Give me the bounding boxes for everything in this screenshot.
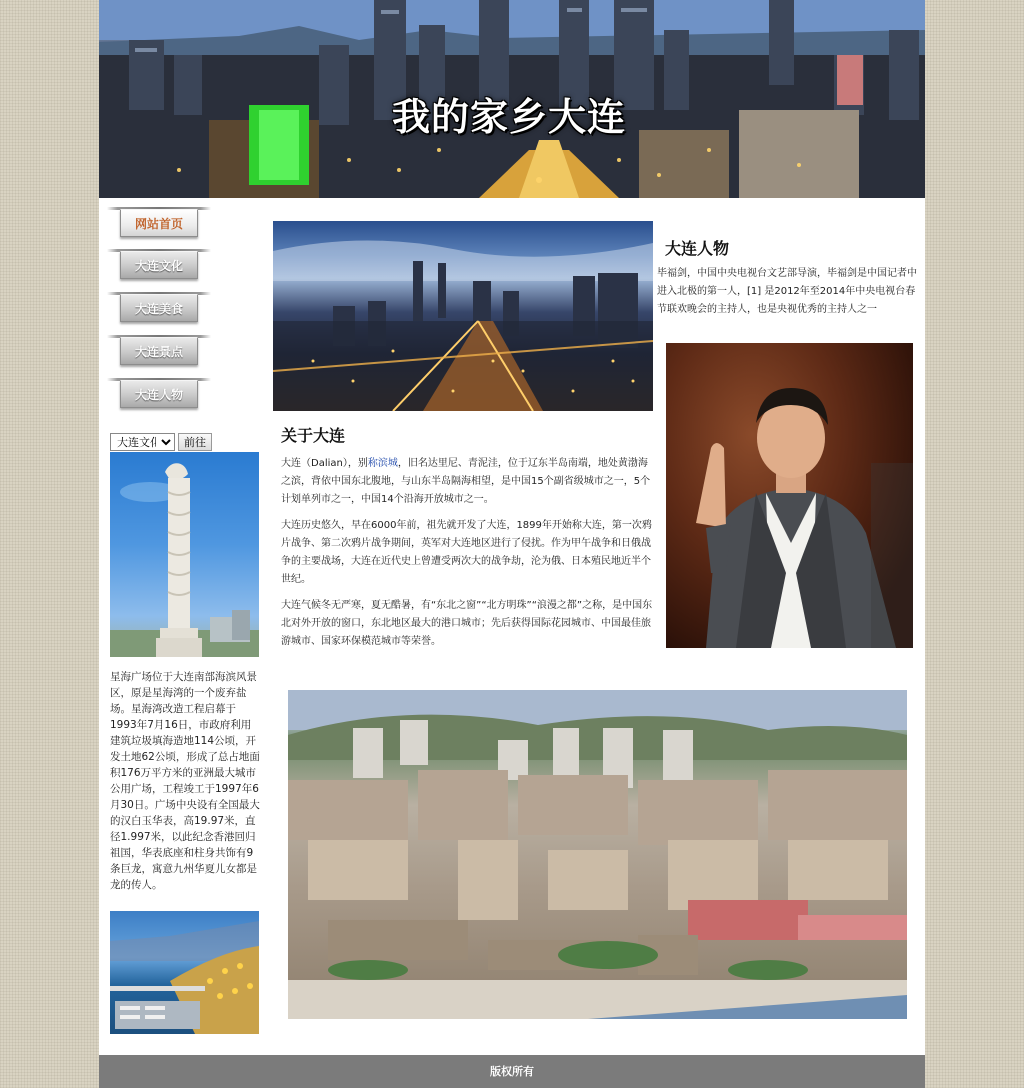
city-day-photo bbox=[288, 690, 907, 1019]
nav-item-home[interactable] bbox=[107, 207, 211, 239]
statue-photo bbox=[110, 452, 259, 657]
about-paragraph-3: 大连气候冬无严寒，夏无酷暑，有“东北之窗”“北方明珠”“浪漫之都”之称，是中国东北对外开放的窗口，东北地区最大的港口城市；先后获得国际花园城市、中国最佳旅游城市、国家环保模范城市等荣誉。 bbox=[281, 600, 653, 647]
page-container bbox=[99, 0, 925, 1088]
nav-item-culture[interactable] bbox=[107, 249, 211, 281]
about-text: 大连（Dalian），别 bbox=[281, 458, 368, 469]
banner-title: 我的家乡大连 bbox=[391, 94, 626, 139]
go-button[interactable]: 前往 bbox=[178, 433, 212, 451]
about-heading: 关于大连 bbox=[281, 426, 346, 445]
jump-menu bbox=[110, 433, 212, 451]
harbor-illustration bbox=[110, 911, 259, 1034]
nav-item-sights[interactable] bbox=[107, 335, 211, 367]
category-select[interactable] bbox=[110, 433, 175, 451]
nav-item-label: 大连文化 bbox=[120, 251, 198, 279]
city-night-photo bbox=[273, 221, 653, 411]
person-illustration bbox=[666, 343, 913, 648]
nav-item-label: 网站首页 bbox=[120, 209, 198, 237]
nav-item-label: 大连美食 bbox=[120, 294, 198, 322]
about-text: ，旧名达里尼、青泥洼，位于辽东半岛南端，地处黄渤海之滨，背依中国东北腹地，与山东半岛隔海相望，是中国15个副省级城市之一，5个计划单列市之一，中国14个沿海开放城市之一。 bbox=[281, 458, 651, 505]
night-city-illustration bbox=[273, 221, 653, 411]
person-description: 毕福剑，中国中央电视台文艺部导演，毕福剑是中国记者中进入北极的第一人，[1] 是2012年至2014年中央电视台春节联欢晚会的主持人，也是央视优秀的主持人之一 bbox=[657, 268, 917, 315]
about-paragraph-2: 大连历史悠久，早在6000年前，祖先就开发了大连，1899年开始称大连，第一次鸦片战争、第二次鸦片战争期间，英军对大连地区进行了侵扰。作为甲午战争和日俄战争的主要战场，大连在近代史上曾遭受两次大的战争劫，沦为俄、日本殖民地近半个世纪。 bbox=[281, 520, 652, 585]
header-banner bbox=[99, 0, 925, 198]
statue-illustration bbox=[110, 452, 259, 657]
nav-item-food[interactable] bbox=[107, 292, 211, 324]
person-heading: 大连人物 bbox=[665, 239, 730, 258]
nav-item-label: 大连景点 bbox=[120, 337, 198, 365]
day-city-illustration bbox=[288, 690, 907, 1019]
footer-copyright: 版权所有 bbox=[99, 1055, 925, 1088]
nav-item-label: 大连人物 bbox=[120, 380, 198, 408]
harbor-photo bbox=[110, 911, 259, 1034]
about-content bbox=[281, 455, 653, 659]
nav-item-people[interactable] bbox=[107, 378, 211, 410]
alias-link[interactable]: 称滨城 bbox=[367, 458, 398, 469]
about-paragraph-1 bbox=[281, 455, 653, 509]
sidebar-description: 星海广场位于大连南部海滨风景区，原是星海湾的一个废弃盐场。星海湾改造工程启幕于1993年7月16日，市政府利用建筑垃圾填海造地114公顷，开发土地62公顷，形成了总占地面积176万平方米的亚洲最大城市公用广场，工程竣工于1997年6月30日。广场中央设有全国最大的汉白玉华表，高19.97米，直径1.997米，以此纪念香港回归祖国，华表底座和柱身共饰有9条巨龙，寓意九州华夏儿女都是龙的传人。 bbox=[110, 671, 260, 891]
person-photo bbox=[666, 343, 913, 648]
